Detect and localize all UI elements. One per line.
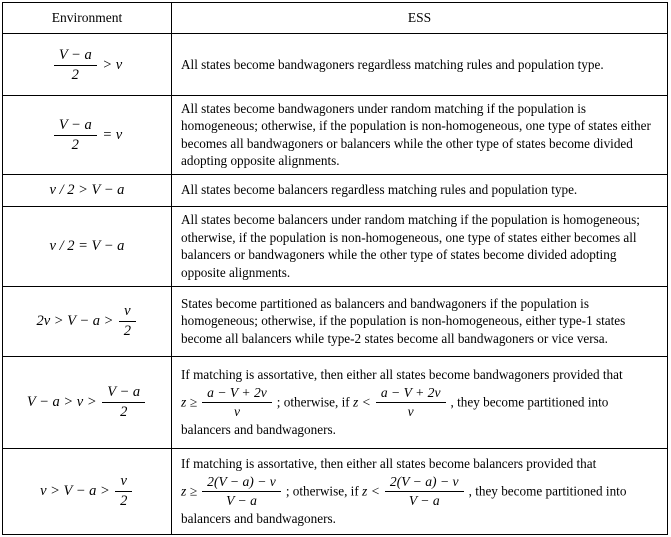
- fraction-numerator: V − a: [54, 47, 97, 66]
- fraction-denominator: V − a: [226, 492, 257, 508]
- ess-cell: [172, 356, 668, 448]
- environment-formula: [52, 47, 122, 83]
- fraction: [202, 474, 281, 508]
- ess-middle-text: ; otherwise, if: [276, 394, 353, 410]
- formula-relation: = v: [98, 126, 123, 143]
- fraction: [376, 385, 446, 419]
- column-header-environment: Environment: [3, 3, 172, 34]
- fraction: [385, 474, 464, 508]
- fraction-denominator: 2: [71, 136, 79, 153]
- environment-cell: [3, 206, 172, 286]
- ess-formula-line: [181, 383, 661, 421]
- environment-formula: [52, 117, 122, 153]
- fraction-numerator: V − a: [102, 384, 145, 403]
- ess-tail-text: , they become partitioned into: [450, 394, 609, 410]
- ess-cell: [172, 448, 668, 534]
- ess-results-table: [2, 2, 668, 535]
- fraction: [119, 303, 135, 339]
- ess-cell: [172, 206, 668, 286]
- ess-last-text: balancers and bandwagoners.: [181, 511, 336, 527]
- fraction-numerator: v: [119, 303, 135, 322]
- ess-cell: [172, 96, 668, 175]
- z-condition: z ≥: [181, 483, 198, 499]
- z-condition: z <: [362, 483, 380, 499]
- ess-last-text: balancers and bandwagoners.: [181, 422, 336, 438]
- environment-formula: [40, 473, 134, 509]
- z-condition: z ≥: [181, 394, 198, 410]
- ess-cell: [172, 286, 668, 356]
- fraction-denominator: 2: [123, 322, 131, 339]
- ess-text: All states become balancers under random matching if the population is homogeneous; otherwise, if the population is non-homogeneous, one type of states either becomes all balancers or bandwagoners while the other type of states become divided adopting opposite alignments.: [181, 212, 640, 280]
- environment-cell: [3, 96, 172, 175]
- fraction-denominator: V − a: [408, 492, 440, 508]
- ess-text: States become partitioned as balancers and bandwagoners if the population is homogeneous; otherwise, if the population is non-homogeneous, either type-1 states become all balancers while type-2 states become all bandwagoners or vice versa.: [181, 296, 626, 346]
- ess-cell: [172, 174, 668, 206]
- fraction-denominator: 2: [71, 66, 79, 83]
- ess-text: All states become balancers regardless matching rules and population type.: [181, 182, 578, 198]
- fraction-denominator: 2: [120, 403, 128, 420]
- environment-cell: [3, 174, 172, 206]
- fraction: [102, 384, 145, 420]
- fraction-numerator: v: [115, 473, 131, 492]
- environment-cell: [3, 356, 172, 448]
- formula-relation: V − a > v >: [26, 393, 101, 410]
- environment-formula: [36, 303, 137, 339]
- fraction-denominator: v: [407, 403, 414, 419]
- ess-intro-text: If matching is assortative, then either all states become balancers provided that: [181, 455, 597, 471]
- formula-relation: v > V − a >: [40, 482, 114, 499]
- ess-middle-text: ; otherwise, if: [285, 483, 363, 499]
- fraction: [54, 47, 97, 83]
- header-row: [3, 3, 668, 34]
- ess-tail-text: , they become partitioned into: [468, 483, 627, 499]
- fraction-numerator: a − V + 2v: [202, 385, 272, 403]
- table-row: [3, 34, 668, 96]
- ess-intro-text: If matching is assortative, then either all states become bandwagoners provided that: [181, 366, 623, 382]
- ess-text: All states become bandwagoners regardless matching rules and population type.: [181, 56, 604, 72]
- table-row: [3, 206, 668, 286]
- table-row: [3, 356, 668, 448]
- fraction-numerator: V − a: [54, 117, 97, 136]
- fraction-numerator: a − V + 2v: [376, 385, 446, 403]
- fraction: [54, 117, 97, 153]
- fraction-denominator: v: [233, 403, 240, 419]
- formula-relation: 2v > V − a >: [36, 312, 118, 329]
- environment-formula: v / 2 > V − a: [49, 182, 125, 199]
- ess-cell: [172, 34, 668, 96]
- formula-relation: > v: [98, 56, 123, 73]
- table-row: [3, 174, 668, 206]
- z-condition: z <: [352, 394, 371, 410]
- environment-cell: [3, 34, 172, 96]
- fraction-numerator: 2(V − a) − v: [385, 474, 464, 492]
- environment-cell: [3, 286, 172, 356]
- column-header-ess: ESS: [172, 3, 668, 34]
- table-row: [3, 286, 668, 356]
- fraction: [115, 473, 131, 509]
- environment-cell: [3, 448, 172, 534]
- environment-formula: [27, 384, 147, 420]
- table-row: [3, 448, 668, 534]
- fraction-denominator: 2: [120, 492, 128, 509]
- ess-text: All states become bandwagoners under random matching if the population is homogeneous; otherwise, if the population is non-homogeneous, one type of states either becomes all bandwagoners or balancers while the other type of states become divided adopting opposite alignments.: [181, 101, 651, 169]
- fraction-numerator: 2(V − a) − v: [202, 474, 281, 492]
- fraction: [202, 385, 272, 419]
- table-row: [3, 96, 668, 175]
- ess-formula-line: [181, 472, 661, 510]
- environment-formula: v / 2 = V − a: [49, 238, 125, 255]
